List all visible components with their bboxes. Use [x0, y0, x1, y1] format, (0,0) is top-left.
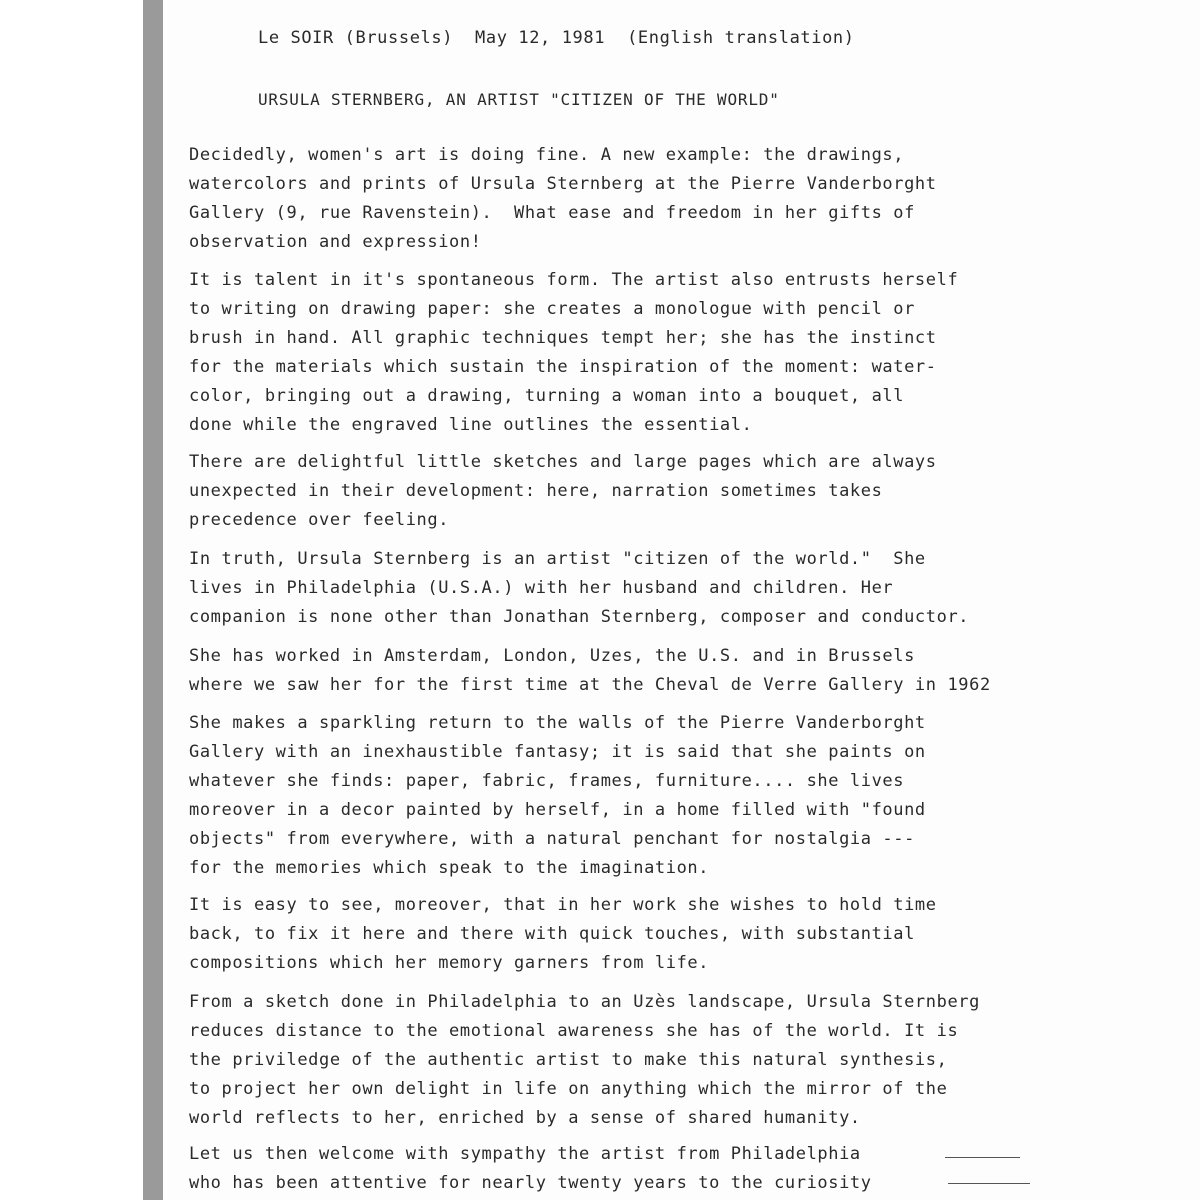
text-line: lives in Philadelphia (U.S.A.) with her husband and children. Her	[189, 578, 894, 598]
text-line: In truth, Ursula Sternberg is an artist "citizen of the world." She	[189, 549, 926, 569]
text-line: It is talent in it's spontaneous form. The artist also entrusts herself	[189, 270, 959, 290]
text-line: for the memories which speak to the imagination.	[189, 858, 710, 878]
text-line: objects" from everywhere, with a natural penchant for nostalgia ---	[189, 829, 915, 849]
text-line: for the materials which sustain the inspiration of the moment: water-	[189, 357, 937, 377]
text-line: moreover in a decor painted by herself, in a home filled with "found	[189, 800, 926, 820]
text-line: brush in hand. All graphic techniques tempt her; she has the instinct	[189, 328, 937, 348]
paragraph-6	[189, 709, 926, 883]
document-header	[258, 28, 877, 48]
text-line: the priviledge of the authentic artist to make this natural synthesis,	[189, 1050, 948, 1070]
text-line: Gallery with an inexhaustible fantasy; it is said that she paints on	[189, 742, 926, 762]
text-line: world reflects to her, enriched by a sense of shared humanity.	[189, 1108, 861, 1128]
header-date: May 12, 1981	[475, 28, 606, 48]
paragraph-4	[189, 545, 969, 632]
text-line: where we saw her for the first time at the Cheval de Verre Gallery in 1962	[189, 675, 991, 695]
text-line: to project her own delight in life on anything which the mirror of the	[189, 1079, 948, 1099]
text-line: compositions which her memory garners from life.	[189, 953, 710, 973]
text-line: From a sketch done in Philadelphia to an Uzès landscape, Ursula Sternberg	[189, 992, 980, 1012]
text-line: She makes a sparkling return to the walls of the Pierre Vanderborght	[189, 713, 926, 733]
text-line: It is easy to see, moreover, that in her work she wishes to hold time	[189, 895, 937, 915]
text-line: color, bringing out a drawing, turning a woman into a bouquet, all	[189, 386, 905, 406]
header-note: (English translation)	[627, 28, 855, 48]
paragraph-3	[189, 448, 937, 535]
text-line: whatever she finds: paper, fabric, frames, furniture.... she lives	[189, 771, 905, 791]
text-line: There are delightful little sketches and large pages which are always	[189, 452, 937, 472]
pen-mark	[948, 1183, 1030, 1184]
text-line: reduces distance to the emotional awareness she has of the world. It is	[189, 1021, 959, 1041]
text-line: back, to fix it here and there with quick touches, with substantial	[189, 924, 915, 944]
paragraph-7	[189, 891, 937, 978]
text-line: Let us then welcome with sympathy the artist from Philadelphia	[189, 1144, 861, 1164]
text-line: She has worked in Amsterdam, London, Uzes, the U.S. and in Brussels	[189, 646, 915, 666]
paragraph-8	[189, 988, 980, 1133]
text-line: observation and expression!	[189, 232, 482, 252]
text-line: Decidedly, women's art is doing fine. A new example: the drawings,	[189, 145, 905, 165]
text-line: unexpected in their development: here, narration sometimes takes	[189, 481, 883, 501]
article-title: URSULA STERNBERG, AN ARTIST "CITIZEN OF THE WORLD"	[258, 90, 780, 109]
text-line: Gallery (9, rue Ravenstein). What ease and freedom in her gifts of	[189, 203, 915, 223]
text-line: to writing on drawing paper: she creates a monologue with pencil or	[189, 299, 915, 319]
paragraph-1	[189, 141, 937, 257]
text-line: companion is none other than Jonathan Sternberg, composer and conductor.	[189, 607, 970, 627]
paragraph-5	[189, 642, 991, 700]
text-line: watercolors and prints of Ursula Sternberg at the Pierre Vanderborght	[189, 174, 937, 194]
paragraph-9	[189, 1140, 872, 1198]
text-line: precedence over feeling.	[189, 510, 450, 530]
pen-mark	[945, 1157, 1020, 1158]
header-source: Le SOIR (Brussels)	[258, 28, 454, 48]
text-line: who has been attentive for nearly twenty years to the curiosity	[189, 1173, 872, 1193]
paragraph-2	[189, 266, 958, 440]
text-line: done while the engraved line outlines the essential.	[189, 415, 753, 435]
